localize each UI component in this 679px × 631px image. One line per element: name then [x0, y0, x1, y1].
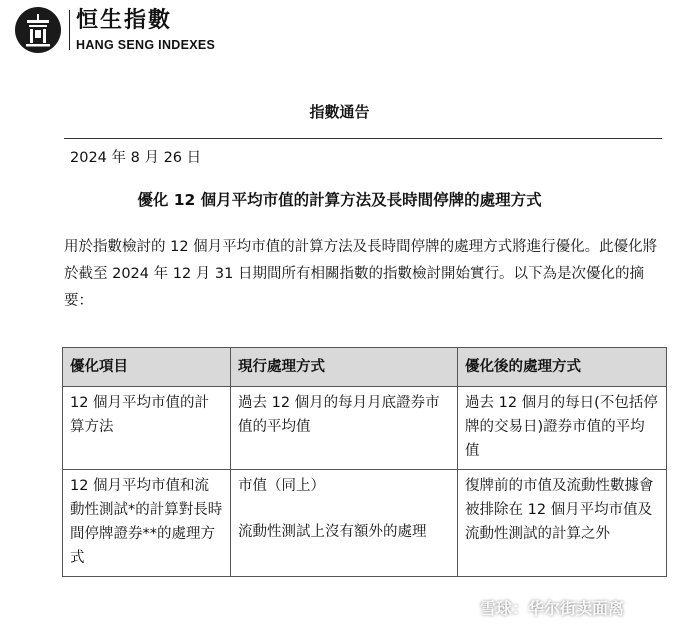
hang-seng-emblem-icon — [14, 6, 62, 54]
header-current: 現行處理方式 — [231, 348, 458, 387]
heading-rule — [64, 138, 662, 139]
logo-divider — [69, 10, 70, 50]
snowball-icon — [457, 599, 475, 617]
table-row — [63, 387, 667, 470]
snowball-watermark — [457, 596, 624, 619]
row2-current-line1: 市值（同上） — [238, 478, 325, 494]
logo-chinese-name: 恒生指數 — [76, 7, 173, 33]
optimization-table — [62, 347, 667, 577]
notice-body-text: 用於指數檢討的 12 個月平均市值的計算方法及長時間停牌的處理方式將進行優化。此優化將於截至 2024 年 12 月 31 日期間所有相關指數的指數檢討開始實行。以下為是次優化的摘要： — [64, 239, 658, 309]
table-header-row — [63, 348, 667, 387]
row1-current: 過去 12 個月的每月月底證券市值的平均值 — [231, 387, 458, 470]
hang-seng-logo — [14, 6, 215, 54]
row2-item: 12 個月平均市值和流動性測試*的計算對長時間停牌證券**的處理方式 — [63, 470, 231, 577]
logo-english-name: HANG SENG INDEXES — [76, 37, 216, 52]
row1-item: 12 個月平均市值的計算方法 — [63, 387, 231, 470]
row2-optimized: 復牌前的市值及流動性數據會被排除在 12 個月平均市值及流動性測試的計算之外 — [458, 470, 667, 577]
row2-current-line2: 流動性測試上沒有額外的處理 — [238, 524, 427, 540]
notice-title: 優化 12 個月平均市值的計算方法及長時間停牌的處理方式 — [137, 191, 542, 209]
notice-date: 2024 年 8 月 26 日 — [70, 150, 202, 166]
watermark-text: 雪球：华尔街卖面离 — [480, 599, 625, 618]
table-row — [63, 470, 667, 577]
row1-optimized: 過去 12 個月的每日(不包括停牌的交易日)證券市值的平均值 — [458, 387, 667, 470]
row2-current — [231, 470, 458, 577]
notice-heading: 指數通告 — [309, 103, 370, 121]
header-optimized: 優化後的處理方式 — [458, 348, 667, 387]
notice-body — [64, 234, 664, 315]
header-item: 優化項目 — [63, 348, 231, 387]
